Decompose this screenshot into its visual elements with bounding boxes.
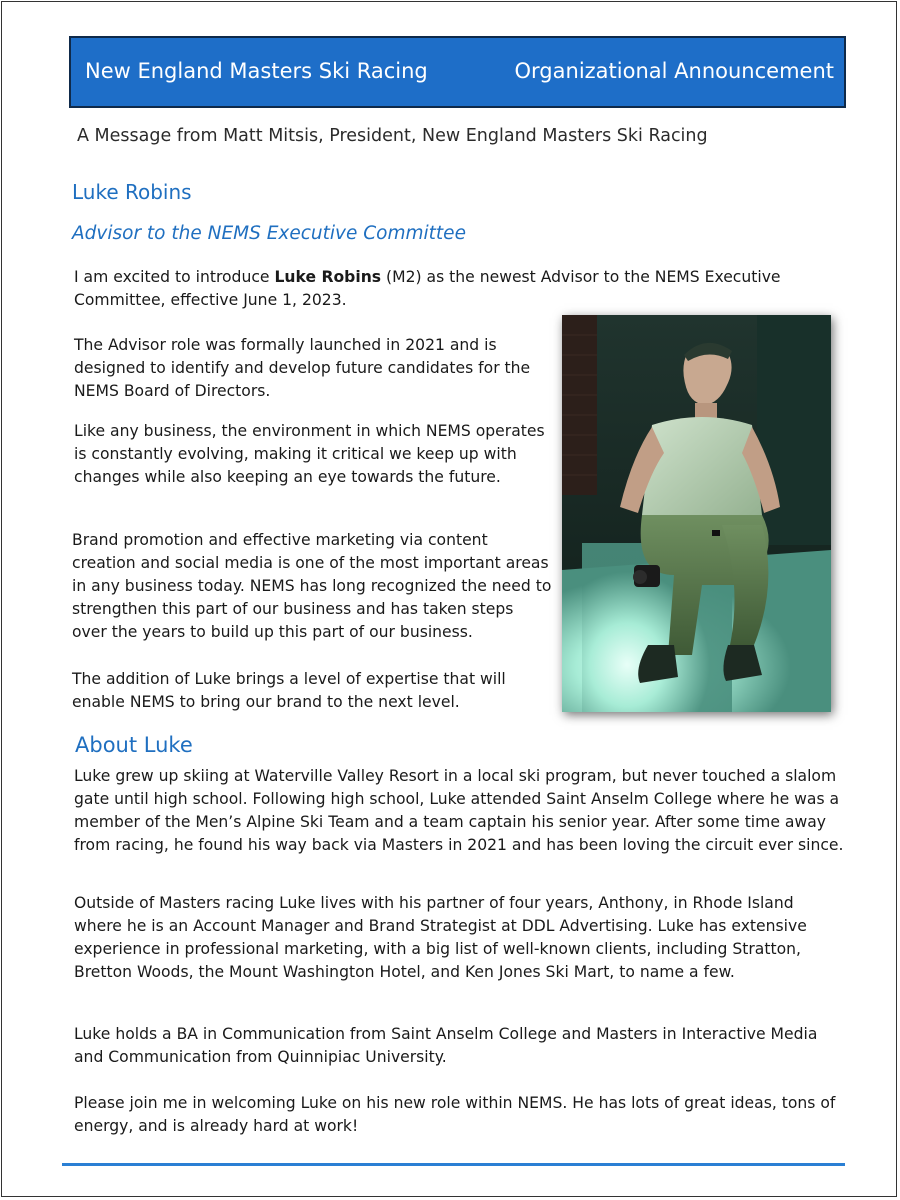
- intro-text-after: (M2) as the newest Advisor to the NEMS Executive Committee, effective June 1, 2023.: [74, 268, 781, 309]
- about-heading: About Luke: [75, 733, 193, 757]
- announcement-page: [1, 1, 897, 1197]
- intro-paragraph: [74, 266, 834, 312]
- brand-promotion-paragraph: Brand promotion and effective marketing via content creation and social media is one of the most important areas in any business today. NEMS has long recognized the need to strengthen this part of our business and has taken steps over the years to build up this part of our business.: [72, 531, 552, 641]
- about-paragraph-career: Outside of Masters racing Luke lives with his partner of four years, Anthony, in Rhode Island where he is an Account Manager and Brand Strategist at DDL Advertising. Luke has extensive experience in professional marketing, with a big list of well-known clients, including Stratton, Bretton Woods, the Mount Washington Hotel, and Ken Jones Ski Mart, to name a few.: [74, 894, 807, 981]
- announcement-label: Organizational Announcement: [514, 59, 834, 83]
- about-paragraph-background: Luke grew up skiing at Waterville Valley Resort in a local ski program, but never touched a slalom gate until high school. Following high school, Luke attended Saint Anselm College where he was a member of the Men’s Alpine Ski Team and a team captain his senior year. After some time away from racing, he found his way back via Masters in 2021 and has been loving the circuit ever since.: [74, 767, 844, 854]
- org-name: New England Masters Ski Racing: [85, 59, 428, 83]
- about-paragraph-welcome: Please join me in welcoming Luke on his new role within NEMS. He has lots of great ideas, tons of energy, and is already hard at work!: [74, 1094, 836, 1135]
- person-role-heading: Advisor to the NEMS Executive Committee: [72, 223, 466, 244]
- header-banner: [69, 36, 846, 108]
- advisor-role-paragraph: The Advisor role was formally launched in 2021 and is designed to identify and develop future candidates for the NEMS Board of Directors.: [74, 336, 531, 400]
- intro-text-before: I am excited to introduce: [74, 268, 275, 286]
- bottom-divider: [62, 1163, 845, 1166]
- intro-bold-name: Luke Robins: [274, 268, 382, 286]
- business-environment-paragraph: Like any business, the environment in which NEMS operates is constantly evolving, making it critical we keep up with changes while also keeping an eye towards the future.: [74, 422, 545, 486]
- luke-expertise-paragraph: The addition of Luke brings a level of expertise that will enable NEMS to bring our brand to the next level.: [72, 670, 506, 711]
- message-byline: A Message from Matt Mitsis, President, New England Masters Ski Racing: [77, 126, 708, 146]
- person-name-heading: Luke Robins: [72, 180, 192, 204]
- portrait-photo: [562, 315, 831, 712]
- about-paragraph-education: Luke holds a BA in Communication from Saint Anselm College and Masters in Interactive Media and Communication from Quinnipiac University.: [74, 1025, 818, 1066]
